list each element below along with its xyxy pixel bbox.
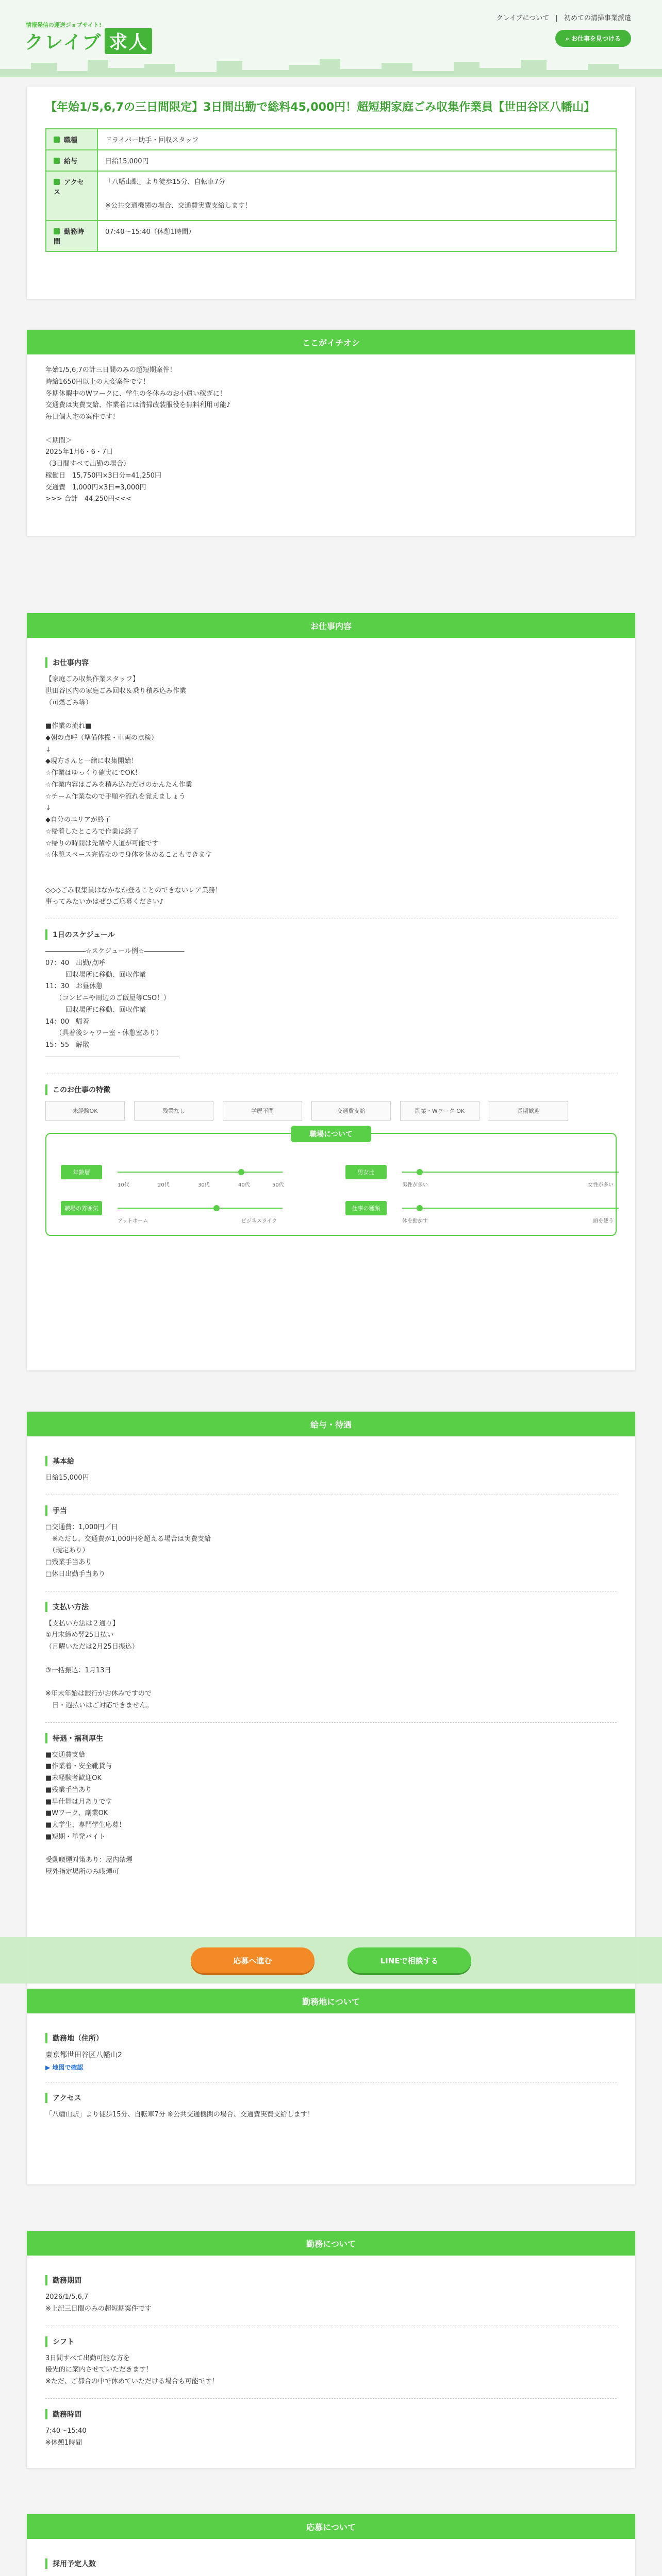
recommend-text: 年始1/5,6,7の計三日間のみの超短期案件！ 時給1650円以上の大変案件です！ 冬期休暇中のWワークに、学生の冬休みのお小遣い稼ぎに！ 交通費は実費支給、作業着には清掃改装服役を無料利用可能♪ 毎日個人宅の案件です！ ＜期間＞ 2025年1月6・6・7日 （3日間すべて出勤の場合） 稼働日 15,750円×3日分=41,250円 交通費 1,000円×3日=3,000円 >>> 合計 44,250円<<< (45, 366, 231, 503)
site-header (0, 0, 662, 77)
summary-value: 日給15,000円 (97, 150, 616, 171)
divider (45, 1722, 617, 1723)
work-description: 【家庭ごみ収集作業スタッフ】 世田谷区内の家庭ごみ回収＆乗り積み込み作業 （可燃ごみ等） ■作業の流れ■ ◆朝の点呼（準備体操・車両の点検） ↓ ◆現方さんと一緒に収集開始！ ☆作業はゆっくり確実にでOK！ ☆作業内容はごみを積み込むだけのかんたん作業 ☆チーム作業なので手順や流れを覚えましょう ↓ ◆自分のエリアが終了 ☆帰着したところで作業は終了 ☆帰りの時間は先輩や人道が可能です ☆休憩スペース完備なので身体を休めることもできます ◇◇◇ごみ収集員はなかなか登ることのできないレア業務！ 事ってみたいかはぜひご応募ください♪ (45, 675, 222, 906)
base-pay-text: 日給15,000円 (45, 1474, 89, 1482)
site-logo[interactable] (25, 28, 152, 54)
summary-row (46, 221, 616, 251)
summary-row (46, 129, 616, 150)
scale-marker (238, 1169, 244, 1175)
hours-text: 7:40〜15:40 ※休憩1時間 (45, 2427, 87, 2447)
map-pin-icon (54, 179, 60, 185)
features-subheading: このお仕事の特徴 (45, 1084, 617, 1095)
address-subheading: 勤務地（住所） (45, 2033, 617, 2043)
scale-tick: 20代 (158, 1182, 170, 1188)
feature-tag: 未経験OK (45, 1101, 125, 1121)
welfare-text: ■交通費支給 ■作業着・安全靴貸与 ■未経験者歓迎OK ■残業手当あり ■早仕舞は月ありです ■Wワーク、副業OK ■大学生、専門学生応募！ ■短期・単発バイト 受動喫煙対策あり：屋内禁煙 屋外指定場所のみ喫煙可 (45, 1751, 133, 1876)
payment-subheading: 支払い方法 (45, 1602, 617, 1612)
work-detail-card (27, 613, 635, 1370)
city-skyline-illustration (0, 57, 662, 77)
summary-row (46, 150, 616, 171)
search-icon: ⌕ (566, 35, 571, 42)
allowance-text: □交通費：1,000円／日 ※ただし、交通費が1,000円を超える場合は実費支給 （規定あり） □残業手当あり □休日出勤手当あり (45, 1523, 211, 1578)
map-link[interactable]: ▶ 地図で確認 (45, 2064, 84, 2071)
scale-marker (417, 1205, 423, 1211)
headcount-subheading: 採用予定人数 (45, 2558, 617, 2569)
summary-value: 「八幡山駅」より徒歩15分、自転車7分 ※公共交通機関の場合、交通費実費支給します！ (97, 171, 616, 221)
recommend-heading: ここがイチオシ (27, 330, 635, 354)
summary-row (46, 171, 616, 221)
summary-key: 勤務時間 (54, 228, 85, 246)
feature-tag: 副業・Wワーク OK (400, 1101, 479, 1121)
summary-key: 給与 (64, 158, 78, 165)
recommend-card (27, 330, 635, 536)
schedule-subheading: 1日のスケジュール (45, 929, 617, 940)
header-nav (492, 12, 631, 22)
job-title: 【年始1/5,6,7の三日間限定】3日間出勤で総料45,000円！超短期家庭ごみ収集作業員【世田谷区八幡山】 (45, 101, 595, 114)
summary-value: 07:40〜15:40（休憩1時間） (97, 221, 616, 251)
scale-tick: 女性が多い (588, 1182, 614, 1188)
job-summary-table (45, 128, 617, 252)
clock-icon (54, 228, 60, 234)
work-heading: お仕事内容 (27, 613, 635, 638)
scale-tick: アットホーム (118, 1218, 148, 1224)
workplace-atmosphere-panel (45, 1130, 617, 1236)
location-heading: 勤務地について (27, 1989, 635, 2013)
floating-apply-bar (0, 1937, 662, 1984)
feature-tag: 長期歓迎 (489, 1101, 568, 1121)
hours-subheading: 勤務時間 (45, 2409, 617, 2419)
header-tagline: 情報発信の運送ジョブサイト! (26, 22, 102, 28)
logo-box-text: 求人 (105, 28, 152, 54)
summary-key: 職種 (64, 137, 78, 144)
access-subheading: アクセス (45, 2093, 617, 2103)
line-consult-button[interactable]: LINEで相談する (347, 1947, 471, 1973)
atmosphere-label: 職場について (291, 1126, 371, 1142)
nav-item-first-time[interactable]: 初めての清掃事業派遣 (564, 14, 631, 22)
schedule-text: ――――――☆スケジュール例☆―――――― 07：40 出勤/点呼 回収場所に移動、回収作業 11：30 お昼休憩 （コンビニや周辺のご飯屋等CSO！） 回収場所に移動、回収作業 14：00 帰着 （具着後シャワー室・休憩室あり） 15：55 解散 ―――――――――――――――――――― (45, 947, 185, 1061)
period-heading: 勤務について (27, 2231, 635, 2256)
scale-label: 男女比 (345, 1165, 387, 1179)
scale-tick: 50代 (272, 1182, 284, 1188)
summary-key: アクセス (54, 179, 84, 196)
job-summary-card (27, 87, 635, 299)
access-text: 「八幡山駅」より徒歩15分、自転車7分 ※公共交通機関の場合、交通費実費支給します！ (45, 2111, 314, 2119)
application-heading: 応募について (27, 2514, 635, 2539)
scale-marker (213, 1205, 220, 1211)
scale-tick: 頭を使う (593, 1218, 614, 1224)
base-pay-subheading: 基本給 (45, 1456, 617, 1466)
nav-item-about[interactable]: クレイブについて (496, 14, 550, 22)
scale-marker (417, 1169, 423, 1175)
scale-tick: 40代 (238, 1182, 250, 1188)
salary-card (27, 1412, 635, 1989)
apply-button[interactable]: 応募へ進む (191, 1947, 315, 1973)
summary-value: ドライバー助手・回収スタッフ (97, 129, 616, 150)
term-text: 2026/1/5,6,7 ※上記三日間のみの超短期案件です (45, 2293, 152, 2313)
payment-text: 【支払い方法は２通り】 ①月末締め翌25日払い （月曜いただは2月25日振込） ③一括振込：1月13日 ※年末年始は銀行がお休みですので 日・週払いはご対応できません。 (45, 1619, 153, 1709)
feature-tag: 交通費支給 (311, 1101, 391, 1121)
shift-text: 3日間すべて出勤可能な方を 優先的に案内させていただきます！ ※ただ、ご都合の中で休めていただける場合も可能です！ (45, 2354, 219, 2385)
feature-tag: 残業なし (134, 1101, 213, 1121)
address-text: 東京都世田谷区八幡山2 (45, 2051, 122, 2059)
salary-heading: 給与・待遇 (27, 1412, 635, 1436)
scale-tick: ビジネスライク (241, 1218, 277, 1224)
scale-tick: 体を動かす (402, 1218, 428, 1224)
scale-label: 年齢層 (61, 1165, 102, 1179)
allowance-subheading: 手当 (45, 1505, 617, 1516)
work-period-card (27, 2231, 635, 2468)
scale-label: 職場の雰囲気 (61, 1201, 102, 1215)
term-subheading: 勤務期間 (45, 2275, 617, 2285)
scale-label: 仕事の種類 (345, 1201, 387, 1215)
yen-icon (54, 158, 60, 164)
work-subheading: お仕事内容 (45, 657, 617, 668)
nav-separator: | (555, 14, 558, 22)
feature-tag: 学歴不問 (223, 1101, 302, 1121)
logo-main-text: クレイブ (25, 32, 102, 53)
scale-tick: 10代 (118, 1182, 129, 1188)
shift-subheading: シフト (45, 2336, 617, 2347)
briefcase-icon (54, 137, 60, 143)
divider (45, 2398, 617, 2399)
find-job-label: お仕事を見つける (571, 35, 621, 42)
scale-tick: 30代 (198, 1182, 210, 1188)
scale-tick: 男性が多い (402, 1182, 428, 1188)
welfare-subheading: 待遇・福利厚生 (45, 1733, 617, 1743)
location-card (27, 1989, 635, 2184)
feature-list (45, 1101, 617, 1121)
application-card (27, 2514, 635, 2576)
find-job-button[interactable] (555, 30, 631, 47)
